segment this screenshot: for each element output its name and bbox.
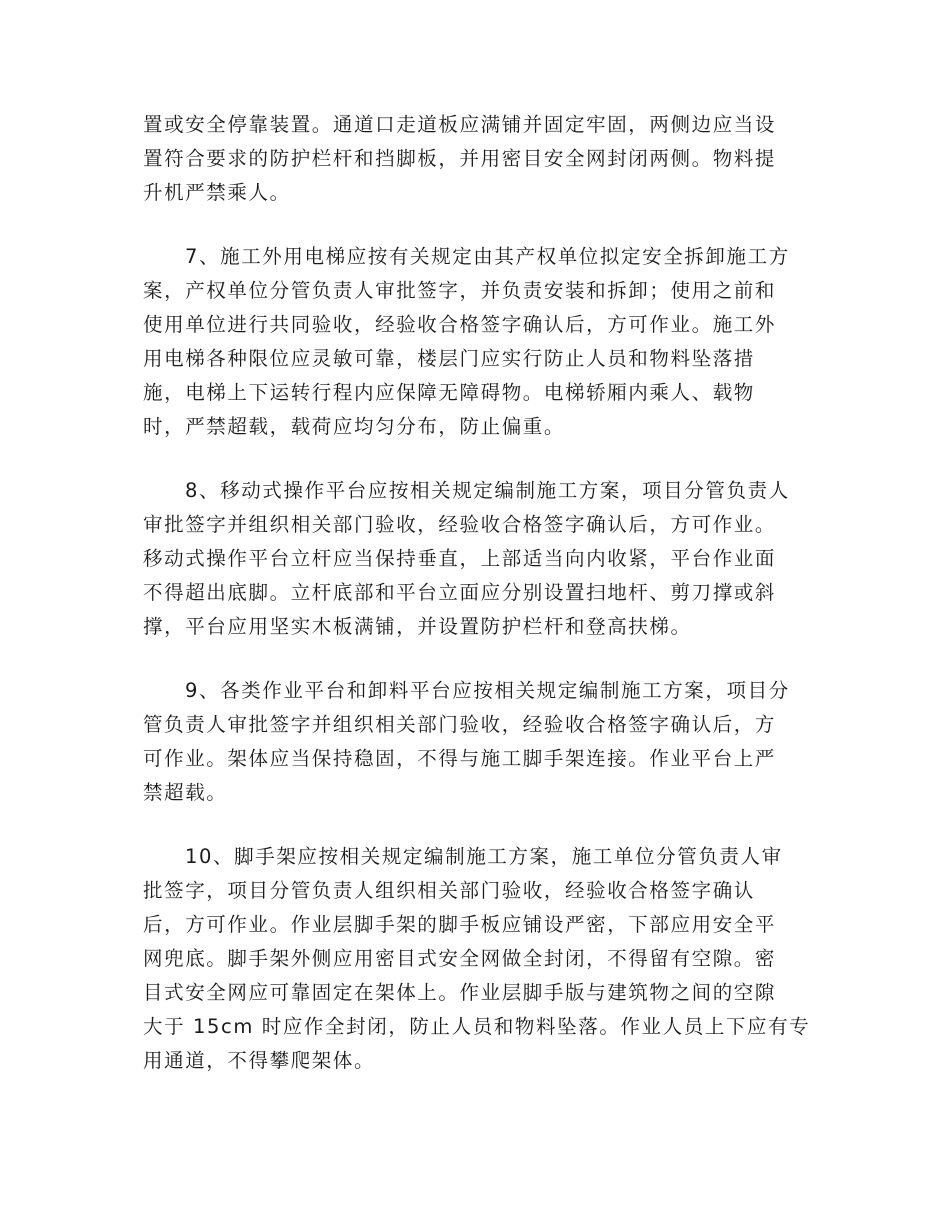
text-line: 7、施工外用电梯应按有关规定由其产权单位拟定安全拆卸施工方 [185,245,790,268]
document-body [143,108,811,1108]
text-line: 移动式操作平台立杆应当保持垂直，上部适当向内收紧，平台作业面 [143,547,777,570]
text-line: 案，产权单位分管负责人审批签字，并负责安装和拆卸；使用之前和 [143,279,777,302]
text-line: 目式安全网应可靠固定在架体上。作业层脚手版与建筑物之间的空隙 [143,981,777,1004]
text-line: 用通道，不得攀爬架体。 [143,1049,376,1072]
text-line: 施，电梯上下运转行程内应保障无障碍物。电梯轿厢内乘人、载物 [143,381,755,404]
text-line: 批签字，项目分管负责人组织相关部门验收，经验收合格签字确认 [143,879,755,902]
paragraph-item-9 [143,674,808,810]
text-line: 9、各类作业平台和卸料平台应按相关规定编制施工方案，项目分 [185,679,790,702]
paragraph-item-10 [143,840,811,1078]
text-line: 时，严禁超载，载荷应均匀分布，防止偏重。 [143,415,566,438]
text-line: 使用单位进行共同验收，经验收合格签字确认后，方可作业。施工外 [143,313,777,336]
text-line: 不得超出底脚。立杆底部和平台立面应分别设置扫地杆、剪刀撑或斜 [143,581,777,604]
paragraph-continuation [143,108,808,210]
text-line: 禁超载。 [143,781,228,804]
text-line: 升机严禁乘人。 [143,181,291,204]
text-line: 大于 15cm 时应作全封闭，防止人员和物料坠落。作业人员上下应有专 [143,1015,811,1038]
text-line: 管负责人审批签字并组织相关部门验收，经验收合格签字确认后，方 [143,713,777,736]
text-line: 10、脚手架应按相关规定编制施工方案，施工单位分管负责人审 [185,845,783,868]
paragraph-item-7 [143,240,808,444]
text-line: 审批签字并组织相关部门验收，经验收合格签字确认后，方可作业。 [143,513,777,536]
text-line: 可作业。架体应当保持稳固，不得与施工脚手架连接。作业平台上严 [143,747,777,770]
text-line: 撑，平台应用坚实木板满铺，并设置防护栏杆和登高扶梯。 [143,615,692,638]
text-line: 后，方可作业。作业层脚手架的脚手板应铺设严密，下部应用安全平 [143,913,777,936]
text-line: 用电梯各种限位应灵敏可靠，楼层门应实行防止人员和物料坠落措 [143,347,755,370]
text-line: 置或安全停靠装置。通道口走道板应满铺并固定牢固，两侧边应当设 [143,113,777,136]
text-line: 置符合要求的防护栏杆和挡脚板，并用密目安全网封闭两侧。物料提 [143,147,777,170]
text-line: 网兜底。脚手架外侧应用密目式安全网做全封闭，不得留有空隙。密 [143,947,777,970]
paragraph-item-8 [143,474,808,644]
text-line: 8、移动式操作平台应按相关规定编制施工方案，项目分管负责人 [185,479,790,502]
